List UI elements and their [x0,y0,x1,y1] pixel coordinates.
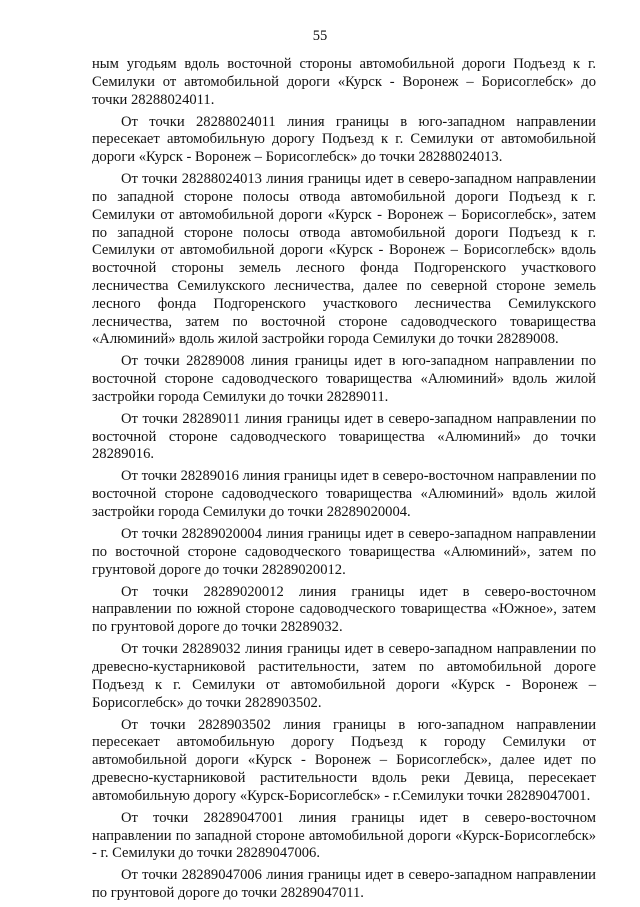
paragraph: От точки 28289047001 линия границы идет в северо-восточном направлении по западной стороне автомобильной дороги «Курск-Борисоглебск» - г. Семилуки до точки 28289047006. [92,809,596,862]
paragraph: От точки 28288024011 линия границы в юго-западном направлении пересекает автомобильную дорогу Подъезд к г. Семилуки от автомобильной дороги «Курск - Воронеж – Борисоглебск» до точки 28288024013. [92,113,596,166]
paragraph: От точки 28288024013 линия границы идет в северо-западном направлении по западной стороне полосы отвода автомобильной дороги Подъезд к г. Семилуки от автомобильной дороги «Курск - Воронеж – Борисоглебск», затем по западной стороне полосы отвода автомобильной дороги Подъезд к г. Семилуки от автомобильной дороги «Курск - Воронеж – Борисоглебск» вдоль восточной стороны земель лесного фонда Подгоренского участкового лесничества Семилукского лесничества, далее по северной стороне земель лесного фонда Подгоренского участкового лесничества Семилукского лесничества, затем по восточной стороне садоводческого товарищества «Алюминий» вдоль жилой застройки города Семилуки до точки 28289008. [92,171,596,348]
paragraph: От точки 2828903502 линия границы в юго-западном направлении пересекает автомобильную дорогу Подъезд к городу Семилуки от автомобильной дороги «Курск - Воронеж – Борисоглебск», далее идет по древесно-кустарниковой растительности вдоль реки Девица, пересекает автомобильную дорогу «Курск-Борисоглебск» - г.Семилуки точки 28289047001. [92,716,596,804]
paragraph: От точки 28289016 линия границы идет в северо-восточном направлении по восточной стороне садоводческого товарищества «Алюминий» вдоль жилой застройки города Семилуки до точки 28289020004. [92,468,596,521]
paragraph: От точки 28289020004 линия границы идет в северо-западном направлении по восточной стороне садоводческого товарищества «Алюминий», затем по грунтовой дороге до точки 28289020012. [92,526,596,578]
paragraph: От точки 28289020012 линия границы идет в северо-восточном направлении по южной стороне садоводческого товарищества «Южное», затем по грунтовой дороге до точки 28289032. [92,583,596,636]
page-number: 55 [312,28,328,44]
paragraph: От точки 28289011 линия границы идет в северо-западном направлении по восточной стороне садоводческого товарищества «Алюминий» до точки 28289016. [92,410,596,463]
document-body [92,56,596,907]
paragraph: От точки 28289047006 линия границы идет в северо-западном направлении по грунтовой дороге до точки 28289047011. [92,867,596,902]
paragraph: От точки 28289032 линия границы идет в северо-западном направлении по древесно-кустарниковой растительности, затем по автомобильной дороге Подъезд к г. Семилуки от автомобильной дороги «Курск - Воронеж – Борисоглебск» до точки 2828903502. [92,641,596,711]
paragraph: ным угодьям вдоль восточной стороны автомобильной дороги Подъезд к г. Семилуки от автомобильной дороги «Курск - Воронеж – Борисоглебск» до точки 28288024011. [92,56,596,108]
paragraph: От точки 28289008 линия границы идет в юго-западном направлении по восточной стороне садоводческого товарищества «Алюминий» вдоль жилой застройки города Семилуки до точки 28289011. [92,353,596,405]
